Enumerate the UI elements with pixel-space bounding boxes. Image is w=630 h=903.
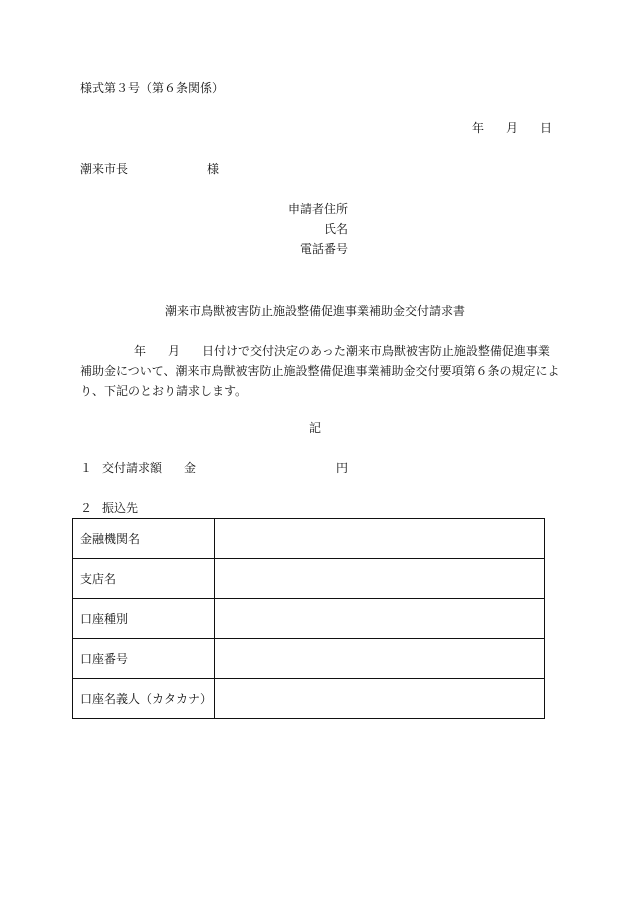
item-1-amount bbox=[80, 461, 349, 475]
table-row bbox=[73, 519, 545, 559]
date-year: 年 bbox=[472, 121, 485, 135]
applicant-phone-label: 電話番号 bbox=[299, 242, 348, 256]
table-row bbox=[73, 679, 545, 719]
body-month: 月 bbox=[168, 344, 181, 358]
body-line-3: り、下記のとおり請求します。 bbox=[80, 384, 248, 398]
addressee-honorific: 様 bbox=[207, 162, 220, 176]
body-year: 年 bbox=[134, 344, 147, 358]
account-type-label: 口座種別 bbox=[73, 599, 215, 639]
body-line1-rest: 日付けで交付決定のあった潮来市鳥獣被害防止施設整備促進事業 bbox=[202, 344, 550, 358]
bank-name-value[interactable] bbox=[215, 519, 545, 559]
item-1-yen: 円 bbox=[336, 461, 349, 475]
item-2-number: ２ bbox=[80, 501, 93, 515]
table-row bbox=[73, 639, 545, 679]
body-line-2: 補助金について、潮来市鳥獣被害防止施設整備促進事業補助金交付要項第６条の規定によ bbox=[80, 364, 560, 378]
date-day: 日 bbox=[540, 121, 553, 135]
branch-name-value[interactable] bbox=[215, 559, 545, 599]
account-holder-value[interactable] bbox=[215, 679, 545, 719]
bank-name-label: 金融機関名 bbox=[73, 519, 215, 559]
table-row bbox=[73, 559, 545, 599]
item-1-label: 交付請求額 bbox=[102, 461, 163, 475]
bank-table bbox=[72, 518, 545, 719]
item-1-number: １ bbox=[80, 461, 93, 475]
account-holder-label: 口座名義人（カタカナ） bbox=[73, 679, 215, 719]
applicant-address-label: 申請者住所 bbox=[287, 202, 348, 216]
item-1-kin: 金 bbox=[184, 461, 197, 475]
addressee-name: 潮来市長 bbox=[80, 162, 129, 176]
account-number-value[interactable] bbox=[215, 639, 545, 679]
applicant-name-label: 氏名 bbox=[323, 222, 348, 236]
applicant-block bbox=[288, 202, 348, 262]
body-line-1 bbox=[80, 341, 555, 361]
account-type-value[interactable] bbox=[215, 599, 545, 639]
table-row bbox=[73, 599, 545, 639]
addressee bbox=[80, 162, 220, 176]
branch-name-label: 支店名 bbox=[73, 559, 215, 599]
item-2-label: 振込先 bbox=[102, 501, 139, 515]
form-number: 様式第３号（第６条関係） bbox=[80, 81, 225, 95]
account-number-label: 口座番号 bbox=[73, 639, 215, 679]
body-text bbox=[80, 341, 560, 401]
date-line bbox=[472, 121, 552, 135]
date-month: 月 bbox=[506, 121, 519, 135]
item-2-transfer bbox=[80, 501, 138, 515]
ki-heading: 記 bbox=[308, 421, 321, 435]
document-title: 潮来市鳥獣被害防止施設整備促進事業補助金交付請求書 bbox=[164, 304, 465, 318]
